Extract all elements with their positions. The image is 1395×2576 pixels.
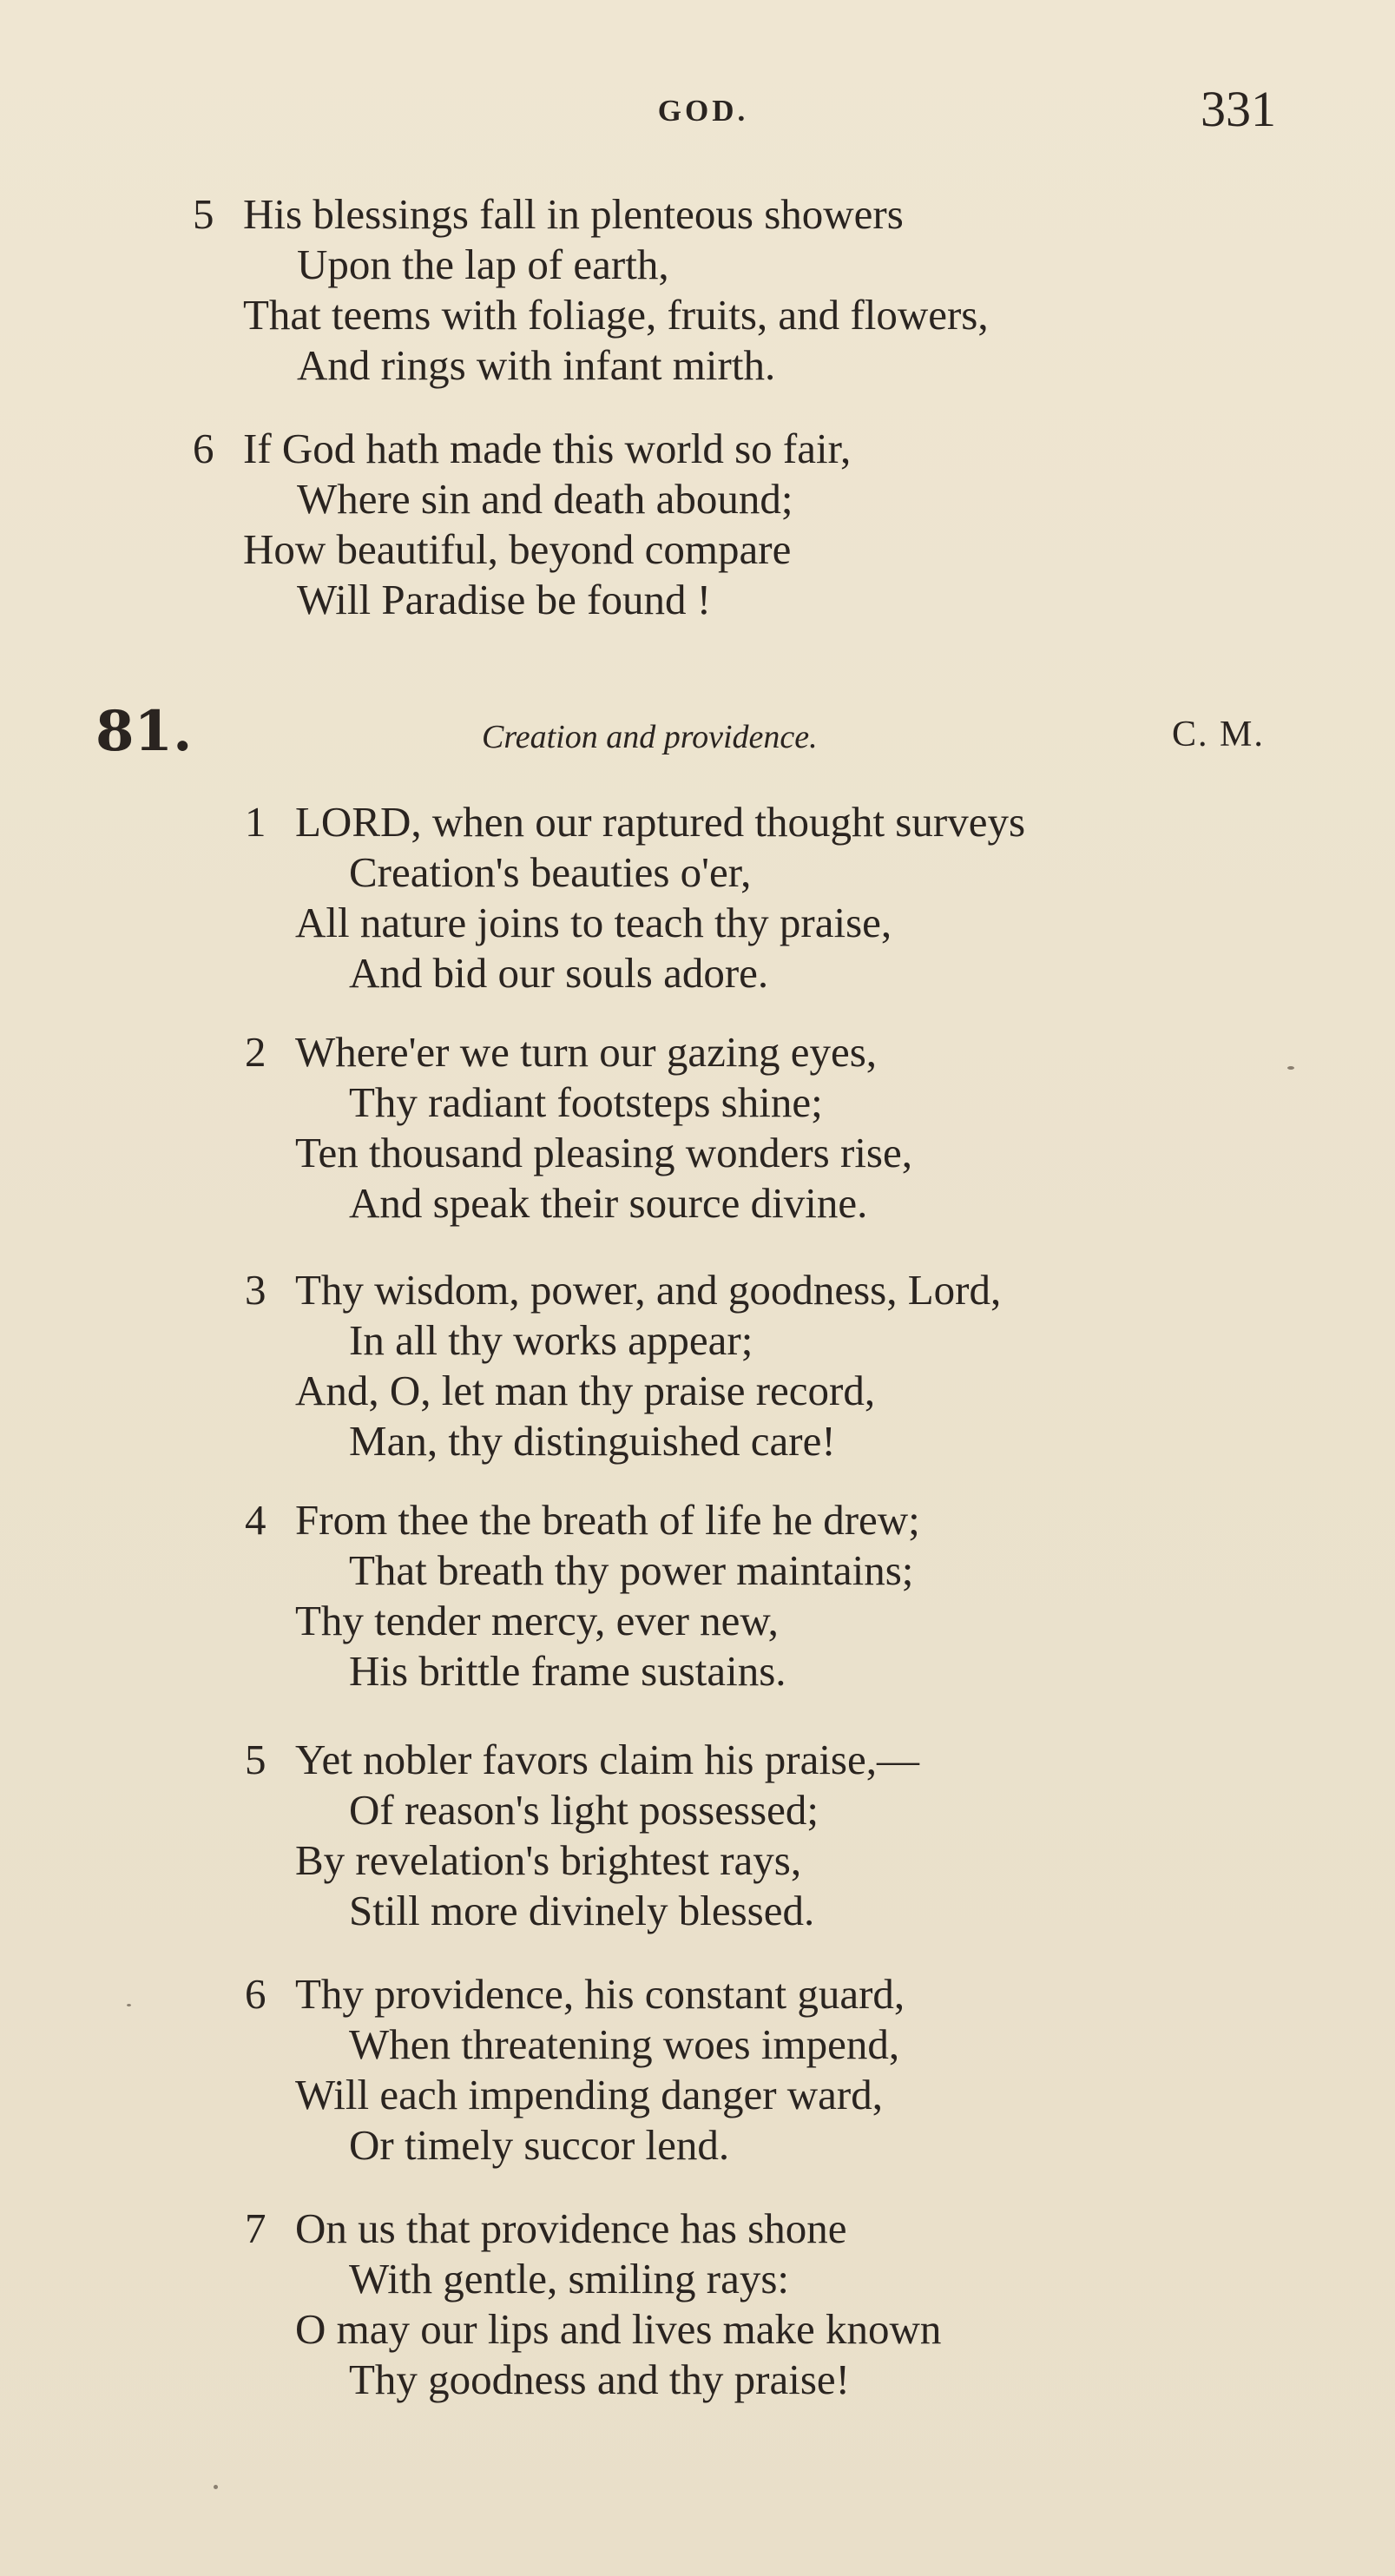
stanza-line <box>245 1027 912 1077</box>
stanza-line: With gentle, smiling rays: <box>349 2255 790 2303</box>
stanza-number: 5 <box>245 1736 266 1783</box>
stanza-number: 4 <box>245 1496 266 1544</box>
stanza-line: And bid our souls adore. <box>349 949 769 997</box>
stanza-number: 7 <box>245 2204 266 2252</box>
stanza-number: 3 <box>245 1266 266 1314</box>
stanza-line: Still more divinely blessed. <box>349 1887 815 1934</box>
stanza-line: In all thy works appear; <box>349 1316 753 1364</box>
line-text: From thee the breath of life he drew; <box>295 1496 920 1544</box>
line-text: Thy providence, his constant guard, <box>295 1970 905 2018</box>
stanza-line: Where sin and death abound; <box>297 475 793 523</box>
stanza-line <box>193 189 989 240</box>
stanza-number: 5 <box>193 190 214 238</box>
stanza-line: Creation's beauties o'er, <box>349 848 752 896</box>
running-title: GOD. <box>657 94 749 128</box>
stanza-line: His brittle frame sustains. <box>349 1647 786 1695</box>
paper-speck <box>1287 1066 1294 1070</box>
hymn-number: 81. <box>95 699 193 764</box>
stanza-line <box>245 1735 919 1785</box>
page-number: 331 <box>1201 81 1276 137</box>
stanza-line: By revelation's brightest rays, <box>295 1836 802 1884</box>
stanza-number: 2 <box>245 1028 266 1076</box>
stanza-80-5 <box>193 189 989 391</box>
stanza-line <box>245 1969 905 2019</box>
stanza-line: And speak their source divine. <box>349 1179 868 1227</box>
stanza-line <box>245 797 1026 847</box>
stanza-81-2 <box>245 1027 912 1229</box>
stanza-number: 6 <box>245 1970 266 2018</box>
stanza-line: Thy goodness and thy praise! <box>349 2355 850 2403</box>
line-text: If God hath made this world so fair, <box>243 425 852 472</box>
line-text: Yet nobler favors claim his praise,— <box>295 1736 919 1783</box>
stanza-line: When threatening woes impend, <box>349 2020 900 2068</box>
stanza-line: All nature joins to teach thy praise, <box>295 899 892 946</box>
line-text: On us that providence has shone <box>295 2204 847 2252</box>
stanza-line: Of reason's light possessed; <box>349 1786 819 1834</box>
line-text: Where'er we turn our gazing eyes, <box>295 1028 878 1076</box>
stanza-line: And rings with infant mirth. <box>297 341 776 389</box>
stanza-line: How beautiful, beyond compare <box>243 525 792 573</box>
stanza-line: O may our lips and lives make known <box>295 2305 942 2353</box>
stanza-line <box>245 2204 941 2254</box>
hymn-subject: Creation and providence. <box>482 719 818 755</box>
stanza-81-5 <box>245 1735 919 1936</box>
stanza-line: Upon the lap of earth, <box>297 240 669 288</box>
stanza-81-1 <box>245 797 1026 998</box>
stanza-number: 1 <box>245 798 266 846</box>
stanza-81-7 <box>245 2204 941 2405</box>
stanza-line <box>193 424 852 474</box>
stanza-line: That teems with foliage, fruits, and flowers, <box>243 291 989 339</box>
stanza-line: Will Paradise be found ! <box>297 576 712 623</box>
stanza-line: Or timely succor lend. <box>349 2121 730 2169</box>
stanza-81-4 <box>245 1495 920 1696</box>
stanza-81-6 <box>245 1969 905 2171</box>
stanza-number: 6 <box>193 425 214 472</box>
stanza-line: Thy radiant footsteps shine; <box>349 1078 823 1126</box>
line-text: His blessings fall in plenteous showers <box>243 190 904 238</box>
line-text: LORD, when our raptured thought surveys <box>295 798 1026 846</box>
stanza-line: And, O, let man thy praise record, <box>295 1367 876 1414</box>
stanza-line: Ten thousand pleasing wonders rise, <box>295 1129 913 1176</box>
paper-speck <box>214 2485 218 2489</box>
stanza-81-3 <box>245 1265 1002 1466</box>
stanza-line: Man, thy distinguished care! <box>349 1417 836 1465</box>
paper-speck <box>127 2004 131 2006</box>
stanza-line: Will each impending danger ward, <box>295 2071 883 2118</box>
stanza-line: Thy tender mercy, ever new, <box>295 1597 779 1644</box>
stanza-80-6 <box>193 424 852 625</box>
stanza-line <box>245 1265 1002 1315</box>
line-text: Thy wisdom, power, and goodness, Lord, <box>295 1266 1002 1314</box>
hymn-meter: C. M. <box>1172 715 1265 754</box>
stanza-line: That breath thy power maintains; <box>349 1546 914 1594</box>
stanza-line <box>245 1495 920 1545</box>
